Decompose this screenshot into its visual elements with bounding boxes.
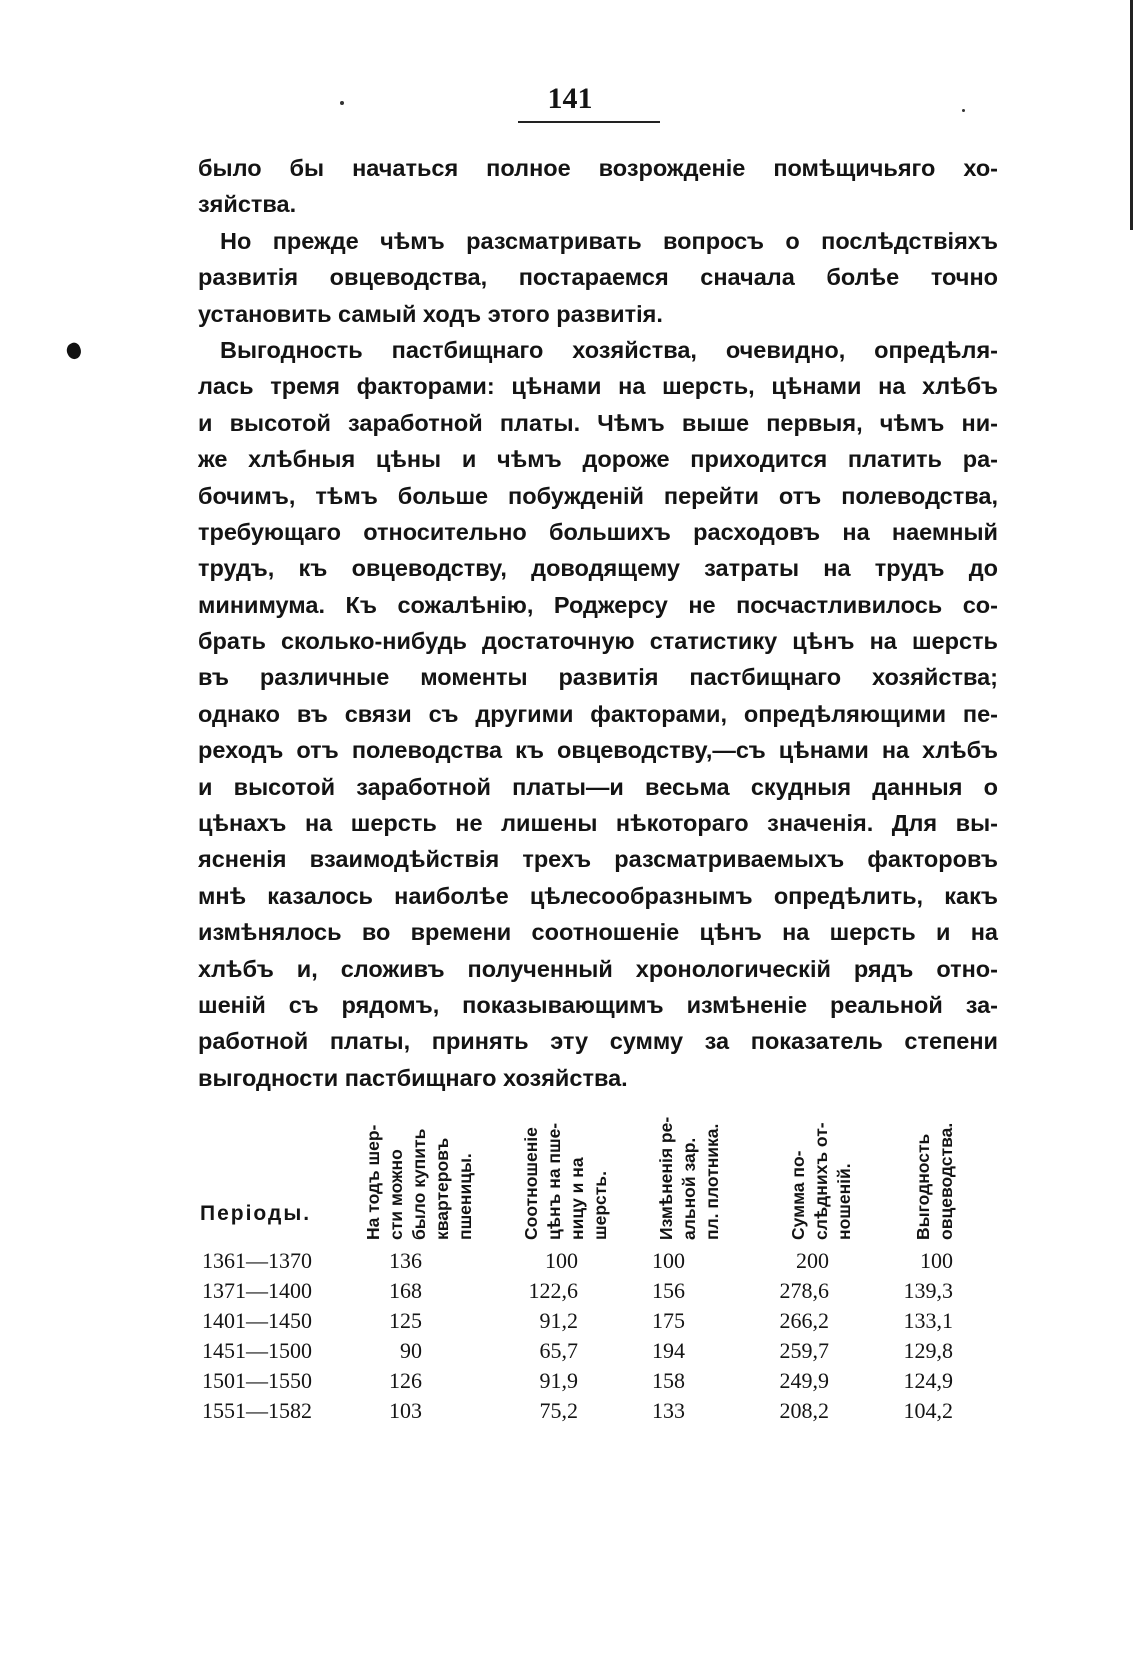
column-header-sum bbox=[787, 1080, 917, 1240]
text-line: трудъ, къ овцеводству, доводящему затраты на трудъ до bbox=[198, 555, 998, 582]
column-header-line: ницу и на bbox=[567, 1157, 587, 1240]
text-line: реходъ отъ полеводства къ овцеводству,—съ цѣнами на хлѣбъ bbox=[198, 737, 998, 764]
text-line: лась тремя факторами: цѣнами на шерсть, цѣнами на хлѣбъ bbox=[198, 373, 998, 400]
column-header-line: пл. плотника. bbox=[702, 1123, 722, 1240]
cell-period: 1501—1550 bbox=[202, 1368, 312, 1393]
text-line: измѣнялось во времени соотношеніе цѣнъ на шерсть и на bbox=[198, 919, 998, 946]
cell-period: 1401—1450 bbox=[202, 1308, 312, 1333]
table-row bbox=[0, 1366, 1140, 1396]
cell-profit: 104,2 bbox=[903, 1398, 953, 1423]
column-header-line: сти можно bbox=[386, 1149, 406, 1240]
text-line: развитія овцеводства, постараемся сначала болѣе точно bbox=[198, 264, 998, 291]
text-line: Но прежде чѣмъ разсматривать вопросъ о послѣдствіяхъ bbox=[220, 227, 998, 254]
column-header-wage-change bbox=[655, 1080, 785, 1240]
column-header-line: Соотношеніе bbox=[521, 1127, 541, 1240]
text-line: минимума. Къ сожалѣнію, Роджерсу не посчастливилось со- bbox=[198, 591, 998, 618]
table-row bbox=[0, 1396, 1140, 1426]
column-header-wool-wheat bbox=[362, 1080, 492, 1240]
text-line: цѣнахъ на шерсть не лишены нѣкотораго значенія. Для вы- bbox=[198, 810, 998, 837]
cell-period: 1551—1582 bbox=[202, 1398, 312, 1423]
text-line: брать сколько-нибудь достаточную статистику цѣнъ на шерсть bbox=[198, 628, 998, 655]
text-line: ясненія взаимодѣйствія трехъ разсматриваемыхъ факторовъ bbox=[198, 846, 998, 873]
text-line: шеній съ рядомъ, показывающимъ измѣненіе реальной за- bbox=[198, 991, 998, 1018]
text-line: однако въ связи съ другими факторами, опредѣляющими пе- bbox=[198, 700, 998, 727]
cell-profit: 139,3 bbox=[903, 1278, 953, 1303]
column-header-line: Сумма по- bbox=[788, 1150, 808, 1240]
cell-ratio: 65,7 bbox=[539, 1338, 578, 1363]
cell-profit: 133,1 bbox=[903, 1308, 953, 1333]
margin-ink-mark bbox=[64, 341, 83, 361]
column-header-line: цѣнъ на пше- bbox=[544, 1122, 564, 1240]
column-header-line: квартеровъ bbox=[432, 1137, 452, 1240]
text-line: въ различные моменты развитія пастбищнаго хозяйства; bbox=[198, 664, 998, 691]
cell-sum: 208,2 bbox=[779, 1398, 829, 1423]
cell-wage: 158 bbox=[652, 1368, 685, 1393]
cell-period: 1451—1500 bbox=[202, 1338, 312, 1363]
column-header-line: На тодъ шер- bbox=[363, 1124, 383, 1240]
table-row bbox=[0, 1276, 1140, 1306]
cell-wage: 156 bbox=[652, 1278, 685, 1303]
table-row bbox=[0, 1246, 1140, 1276]
cell-wool: 125 bbox=[389, 1308, 422, 1333]
text-line: зяйства. bbox=[198, 191, 297, 218]
table-row bbox=[0, 1306, 1140, 1336]
cell-ratio: 91,9 bbox=[539, 1368, 578, 1393]
text-line: Выгодность пастбищнаго хозяйства, очевидно, опредѣля- bbox=[220, 336, 998, 363]
text-line: хлѣбъ и, сложивъ полученный хронологическій рядъ отно- bbox=[198, 955, 998, 982]
column-header-line: Измѣненія ре- bbox=[656, 1116, 676, 1240]
cell-wool: 136 bbox=[389, 1248, 422, 1273]
cell-ratio: 122,6 bbox=[528, 1278, 578, 1303]
page-number: 141 bbox=[547, 82, 593, 115]
cell-profit: 129,8 bbox=[903, 1338, 953, 1363]
text-line: мнѣ казалось наиболѣе цѣлесообразнымъ опредѣлить, какъ bbox=[198, 882, 998, 909]
page-number-rule bbox=[518, 121, 660, 123]
cell-sum: 200 bbox=[796, 1248, 829, 1273]
cell-sum: 278,6 bbox=[779, 1278, 829, 1303]
cell-wage: 175 bbox=[652, 1308, 685, 1333]
cell-sum: 259,7 bbox=[779, 1338, 829, 1363]
text-line: было бы начаться полное возрожденіе помѣщичьяго хо- bbox=[198, 155, 998, 181]
cell-wage: 194 bbox=[652, 1338, 685, 1363]
cell-ratio: 100 bbox=[545, 1248, 578, 1273]
text-line: выгодности пастбищнаго хозяйства. bbox=[198, 1064, 628, 1091]
cell-ratio: 91,2 bbox=[539, 1308, 578, 1333]
body-text bbox=[198, 150, 998, 1096]
text-line: же хлѣбныя цѣны и чѣмъ дороже приходится платить ра- bbox=[198, 446, 998, 473]
data-table bbox=[0, 1116, 1140, 1540]
column-header-line: слѣднихъ от- bbox=[811, 1122, 831, 1240]
table-row bbox=[0, 1336, 1140, 1366]
cell-wool: 168 bbox=[389, 1278, 422, 1303]
cell-period: 1361—1370 bbox=[202, 1248, 312, 1273]
column-header-periods: Періоды. bbox=[200, 1202, 312, 1225]
table-body bbox=[0, 1246, 1140, 1426]
cell-wool: 126 bbox=[389, 1368, 422, 1393]
text-line: и высотой заработной платы—и весьма скудныя данныя о bbox=[198, 773, 998, 800]
cell-profit: 100 bbox=[920, 1248, 953, 1273]
cell-wool: 103 bbox=[389, 1398, 422, 1423]
cell-sum: 266,2 bbox=[779, 1308, 829, 1333]
cell-wage: 133 bbox=[652, 1398, 685, 1423]
text-line: работной платы, принять эту сумму за показатель степени bbox=[198, 1028, 998, 1055]
column-header-line: Выгодность bbox=[913, 1133, 933, 1240]
cell-wool: 90 bbox=[400, 1338, 422, 1363]
column-header-line: пшеницы. bbox=[455, 1153, 475, 1240]
column-header-line: было купить bbox=[409, 1128, 429, 1240]
column-header-line: шерсть. bbox=[590, 1171, 610, 1240]
cell-ratio: 75,2 bbox=[539, 1398, 578, 1423]
cell-wage: 100 bbox=[652, 1248, 685, 1273]
column-header-line: овцеводства. bbox=[936, 1122, 956, 1240]
cell-period: 1371—1400 bbox=[202, 1278, 312, 1303]
cell-profit: 124,9 bbox=[903, 1368, 953, 1393]
text-line: требующаго относительно большихъ расходовъ на наемный bbox=[198, 518, 998, 545]
column-header-line: альной зар. bbox=[679, 1137, 699, 1240]
column-header-price-ratio bbox=[520, 1080, 650, 1240]
text-line: установить самый ходъ этого развитія. bbox=[198, 300, 663, 327]
column-header-profitability bbox=[912, 1080, 1042, 1240]
text-line: и высотой заработной платы. Чѣмъ выше первыя, чѣмъ ни- bbox=[198, 409, 998, 436]
text-line: бочимъ, тѣмъ больше побужденій перейти отъ полеводства, bbox=[198, 482, 998, 509]
column-header-line: ношеній. bbox=[834, 1163, 854, 1240]
cell-sum: 249,9 bbox=[779, 1368, 829, 1393]
